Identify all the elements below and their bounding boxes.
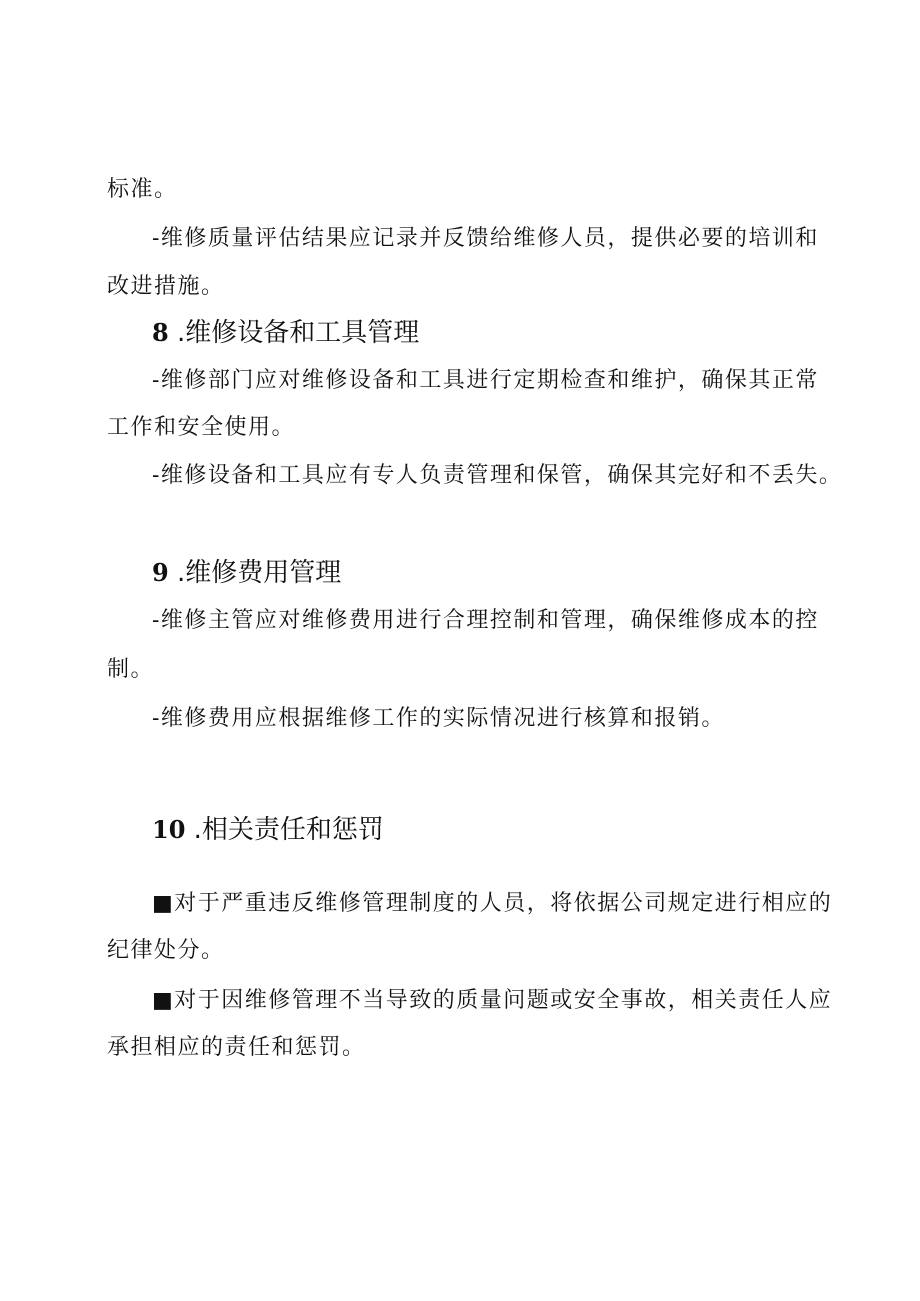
text-line: 工作和安全使用。 bbox=[107, 415, 296, 440]
section-title: .维修费用管理 bbox=[176, 558, 342, 588]
section-number: 10 bbox=[152, 815, 186, 844]
section-heading-10 bbox=[152, 813, 384, 847]
text-line: ■对于因维修管理不当导致的质量问题或安全事故，相关责任人应 bbox=[152, 988, 833, 1013]
text-line: -维修部门应对维修设备和工具进行定期检查和维护，确保其正常 bbox=[152, 368, 819, 393]
text-line: -维修质量评估结果应记录并反馈给维修人员，提供必要的培训和 bbox=[152, 226, 819, 251]
section-heading-8 bbox=[152, 316, 419, 350]
section-number: 8 bbox=[152, 318, 169, 347]
text-line: -维修费用应根据维修工作的实际情况进行核算和报销。 bbox=[152, 706, 725, 731]
section-number: 9 bbox=[152, 558, 169, 587]
text-line: -维修主管应对维修费用进行合理控制和管理，确保维修成本的控 bbox=[152, 608, 819, 633]
text-line: 承担相应的责任和惩罚。 bbox=[107, 1035, 366, 1060]
text-line: 制。 bbox=[107, 657, 155, 682]
section-title: .相关责任和惩罚 bbox=[193, 815, 384, 845]
section-heading-9 bbox=[152, 556, 341, 590]
text-line: -维修设备和工具应有专人负责管理和保管，确保其完好和不丢失。 bbox=[152, 463, 843, 488]
section-title: .维修设备和工具管理 bbox=[176, 318, 420, 348]
text-line: 标准。 bbox=[107, 177, 178, 202]
text-line: 纪律处分。 bbox=[107, 938, 225, 963]
text-line: ■对于严重违反维修管理制度的人员，将依据公司规定进行相应的 bbox=[152, 891, 833, 916]
text-line: 改进措施。 bbox=[107, 274, 225, 299]
